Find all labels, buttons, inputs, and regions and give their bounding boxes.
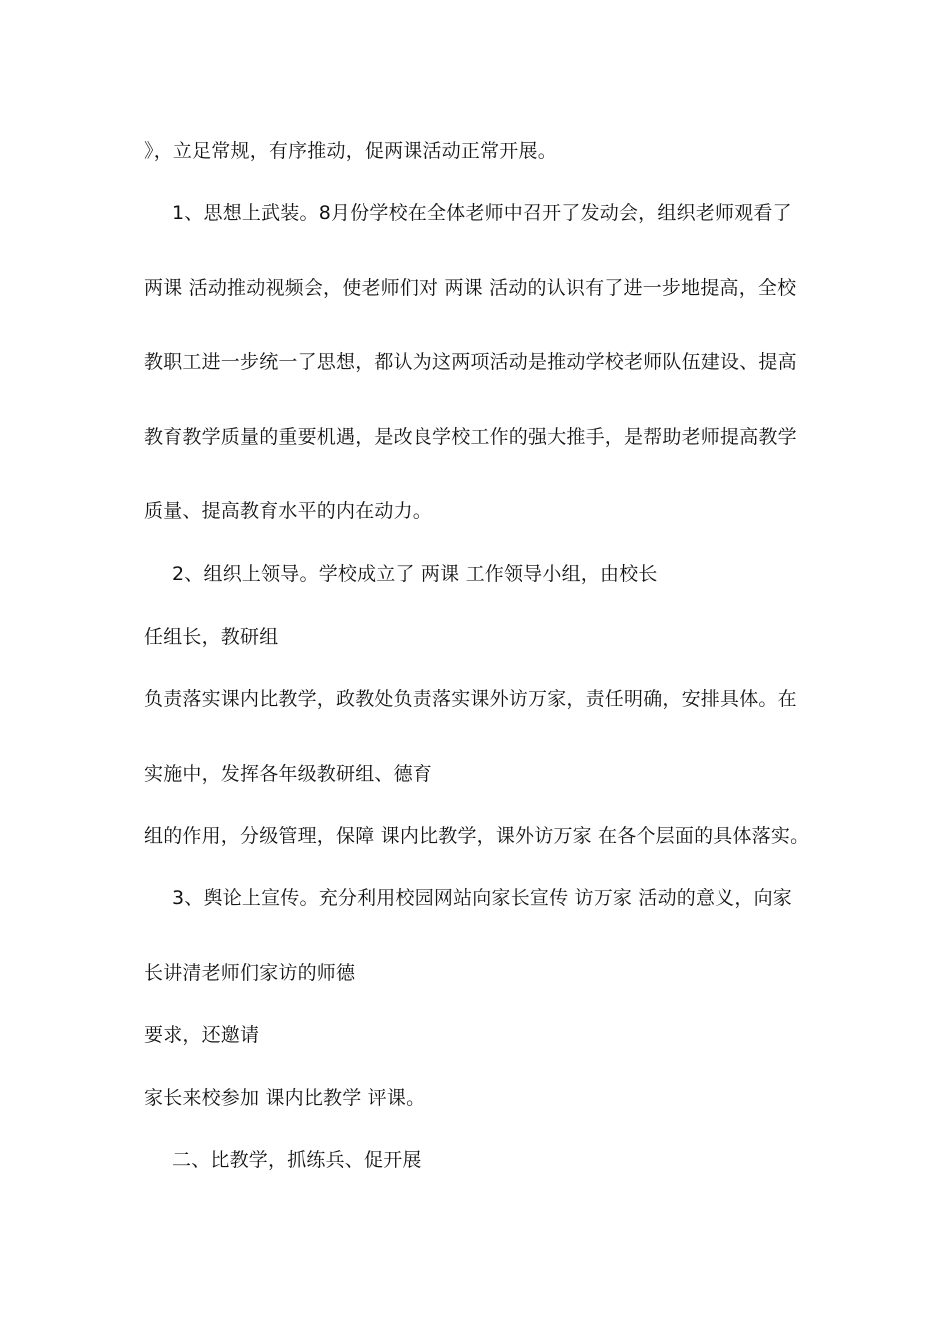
text-line-5: 教育教学质量的重要机遇，是改良学校工作的强大推手，是帮助老师提高教学: [144, 426, 797, 448]
section-heading: 二、比教学，抓练兵、促开展: [172, 1149, 422, 1171]
text-line-4: 教职工进一步统一了思想，都认为这两项活动是推动学校老师队伍建设、提高: [144, 351, 797, 373]
text-line-1: 》，立足常规，有序推动，促两课活动正常开展。: [144, 140, 557, 162]
text-line-11: 组的作用，分级管理，保障 课内比教学，课外访万家 在各个层面的具体落实。: [144, 825, 810, 847]
text-line-6: 质量、提高教育水平的内在动力。: [144, 500, 433, 522]
text-line-14: 要求，还邀请: [144, 1024, 260, 1046]
text-line-8: 任组长，教研组: [144, 626, 279, 648]
text-line-2: 1、思想上武装。8月份学校在全体老师中召开了发动会，组织老师观看了: [172, 202, 792, 224]
text-line-12: 3、舆论上宣传。充分利用校园网站向家长宣传 访万家 活动的意义，向家: [172, 887, 792, 909]
text-line-15: 家长来校参加 课内比教学 评课。: [144, 1087, 426, 1109]
text-line-9: 负责落实课内比教学，政教处负责落实课外访万家，责任明确，安排具体。在: [144, 688, 797, 710]
text-line-7: 2、组织上领导。学校成立了 两课 工作领导小组，由校长: [172, 563, 658, 585]
text-line-10: 实施中，发挥各年级教研组、德育: [144, 763, 433, 785]
text-line-3: 两课 活动推动视频会，使老师们对 两课 活动的认识有了进一步地提高，全校: [144, 277, 797, 299]
text-line-13: 长讲清老师们家访的师德: [144, 962, 356, 984]
